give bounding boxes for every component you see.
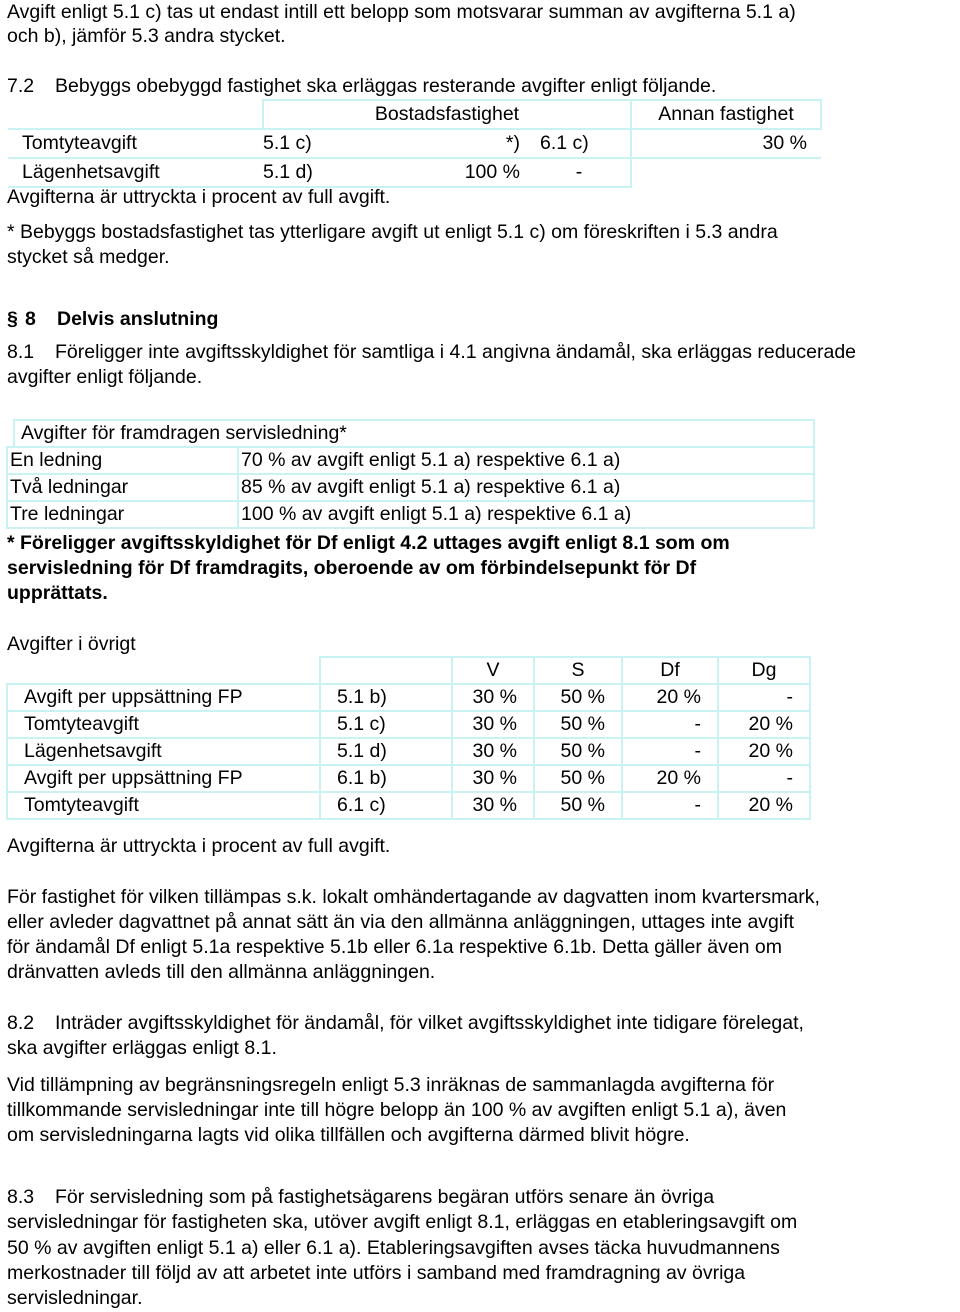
section-text: Inträder avgiftsskyldighet för ändamål, för vilket avgiftsskyldighet inte tidigare förelegat, (55, 1012, 804, 1034)
table-header-row (8, 100, 821, 129)
row-ref: 5.1 c) (263, 129, 358, 158)
section-8-1 (7, 340, 856, 364)
table-cell-empty (7, 420, 14, 447)
cell-df: - (622, 711, 718, 738)
cell-dg: - (718, 684, 810, 711)
paragraph-line: 50 % av avgiften enligt 5.1 a) eller 6.1 a). Etableringsavgiften avses täcka huvudmannens (7, 1237, 780, 1259)
footnote-line: stycket så medger. (7, 246, 170, 268)
paragraph-line: eller avleder dagvattnet på annat sätt än via den allmänna anläggningen, uttages inte avgift (7, 911, 795, 933)
row-value: 100 % av avgift enligt 5.1 a) respektive 6.1 a) (238, 501, 814, 528)
paragraph-line: servisledningar för fastigheten ska, utöver avgift enligt 8.1, erläggas en etableringsavgift om (7, 1211, 798, 1233)
table-row (7, 711, 810, 738)
col-header: Df (622, 657, 718, 684)
row-ref: 5.1 d) (320, 738, 452, 765)
row-value: 100 % (358, 158, 528, 187)
row-label: En ledning (7, 447, 238, 474)
cell-v: 30 % (452, 684, 534, 711)
cell-s: 50 % (534, 738, 622, 765)
cell-s: 50 % (534, 765, 622, 792)
bold-note-line: * Föreligger avgiftsskyldighet för Df enligt 4.2 uttages avgift enligt 8.1 som om (7, 532, 730, 554)
cell-dg: 20 % (718, 792, 810, 819)
paragraph-line: för ändamål Df enligt 5.1a respektive 5.1b eller 6.1a respektive 6.1b. Detta gäller även om (7, 936, 783, 958)
fee-table-built (8, 99, 822, 188)
table-row (7, 474, 814, 501)
paragraph-line: Vid tillämpning av begränsningsregeln enligt 5.3 inräknas de sammanlagda avgifterna för (7, 1074, 775, 1096)
row-label: Tomtyteavgift (8, 129, 263, 158)
section-text: Föreligger inte avgiftsskyldighet för samtliga i 4.1 angivna ändamål, ska erläggas reducerade (55, 341, 857, 363)
section-8-2 (7, 1011, 804, 1035)
row-label: Två ledningar (7, 474, 238, 501)
col-header: Dg (718, 657, 810, 684)
cell-s: 50 % (534, 792, 622, 819)
section-text: För servisledning som på fastighetsägarens begäran utförs senare än övriga (55, 1186, 715, 1208)
table-cell-empty (320, 657, 452, 684)
row-label: Avgift per uppsättning FP (7, 765, 320, 792)
table-row (7, 792, 810, 819)
cell-df: - (622, 738, 718, 765)
table-title: Avgifter för framdragen servisledning* (14, 420, 814, 447)
col-header-annan: Annan fastighet (631, 100, 821, 129)
section-title: Delvis anslutning (57, 308, 219, 330)
paragraph-line: dränvatten avleds till den allmänna anläggningen. (7, 961, 436, 983)
table-header-row (7, 657, 810, 684)
cell-s: 50 % (534, 684, 622, 711)
cell-dg: 20 % (718, 711, 810, 738)
cell-df: 20 % (622, 684, 718, 711)
table-cell-empty (7, 657, 320, 684)
section-heading-8 (7, 307, 218, 331)
cell-df: - (622, 792, 718, 819)
row-label: Tomtyteavgift (7, 711, 320, 738)
row-value: 85 % av avgift enligt 5.1 a) respektive 6.1 a) (238, 474, 814, 501)
cell-v: 30 % (452, 765, 534, 792)
paragraph-line: För fastighet för vilken tillämpas s.k. lokalt omhändertagande av dagvatten inom kvartersmark, (7, 886, 820, 908)
table-cell-empty (8, 100, 263, 129)
row-label: Tre ledningar (7, 501, 238, 528)
section-7-2 (7, 74, 716, 98)
footnote-line: * Bebyggs bostadsfastighet tas ytterligare avgift ut enligt 5.1 c) om föreskriften i 5.3 andra (7, 221, 778, 243)
cell-v: 30 % (452, 792, 534, 819)
row-label: Avgift per uppsättning FP (7, 684, 320, 711)
row-label: Lägenhetsavgift (8, 158, 263, 187)
row-value: *) (358, 129, 528, 158)
section-number: 8.3 (7, 1186, 35, 1208)
table-row (7, 447, 814, 474)
other-fees-table (6, 656, 811, 820)
service-line-table (6, 419, 815, 529)
col-header: S (534, 657, 622, 684)
paragraph-line: om servisledningarna lagts vid olika tillfällen och avgifterna därmed blivit högre. (7, 1124, 690, 1146)
cell-s: 50 % (534, 711, 622, 738)
table-row (7, 765, 810, 792)
bold-note-line: servisledning för Df framdragits, oberoende av om förbindelsepunkt för Df (7, 557, 697, 579)
row-ref: 6.1 c) (320, 792, 452, 819)
bold-note-line: upprättats. (7, 582, 108, 604)
section-number: 8.1 (7, 341, 35, 363)
col-header-bostad: Bostadsfastighet (263, 100, 631, 129)
cell-df: 20 % (622, 765, 718, 792)
paragraph-line: merkostnader till följd av att arbetet inte utförs i samband med framdragning av övriga (7, 1262, 746, 1284)
table-title-row (7, 420, 814, 447)
row-ref: 5.1 b) (320, 684, 452, 711)
paragraph-line: Avgift enligt 5.1 c) tas ut endast intill ett belopp som motsvarar summan av avgifterna 5.1 a) (7, 1, 796, 23)
row-value: 70 % av avgift enligt 5.1 a) respektive 6.1 a) (238, 447, 814, 474)
table-row (8, 158, 821, 187)
paragraph-line: avgifter enligt följande. (7, 366, 203, 388)
table-title: Avgifter i övrigt (7, 633, 136, 655)
row-value: - (528, 158, 631, 187)
section-number: 7.2 (7, 75, 35, 97)
row-ref: 6.1 c) (528, 129, 631, 158)
row-label: Lägenhetsavgift (7, 738, 320, 765)
cell-dg: 20 % (718, 738, 810, 765)
row-ref: 5.1 d) (263, 158, 358, 187)
row-label: Tomtyteavgift (7, 792, 320, 819)
row-ref: 6.1 b) (320, 765, 452, 792)
row-value: 30 % (687, 129, 821, 158)
paragraph-line: servisledningar. (7, 1287, 143, 1309)
section-number: 8.2 (7, 1012, 35, 1034)
cell-dg: - (718, 765, 810, 792)
section-text: Bebyggs obebyggd fastighet ska erläggas resterande avgifter enligt följande. (55, 75, 717, 97)
section-number: 8 (25, 308, 36, 330)
table-row (7, 501, 814, 528)
table-cell-empty (687, 158, 821, 187)
table-note: Avgifterna är uttryckta i procent av full avgift. (7, 835, 391, 857)
table-cell-empty (631, 129, 687, 158)
table-row (7, 684, 810, 711)
table-cell-empty (631, 158, 687, 187)
section-8-3 (7, 1185, 714, 1209)
table-row (8, 129, 821, 158)
cell-v: 30 % (452, 711, 534, 738)
table-note: Avgifterna är uttryckta i procent av full avgift. (7, 186, 391, 208)
paragraph-line: och b), jämför 5.3 andra stycket. (7, 25, 286, 47)
paragraph-line: tillkommande servisledningar inte till högre belopp än 100 % av avgiften enligt 5.1 a), även (7, 1099, 787, 1121)
section-symbol: § (7, 308, 18, 330)
col-header: V (452, 657, 534, 684)
table-row (7, 738, 810, 765)
row-ref: 5.1 c) (320, 711, 452, 738)
cell-v: 30 % (452, 738, 534, 765)
paragraph-line: ska avgifter erläggas enligt 8.1. (7, 1037, 277, 1059)
